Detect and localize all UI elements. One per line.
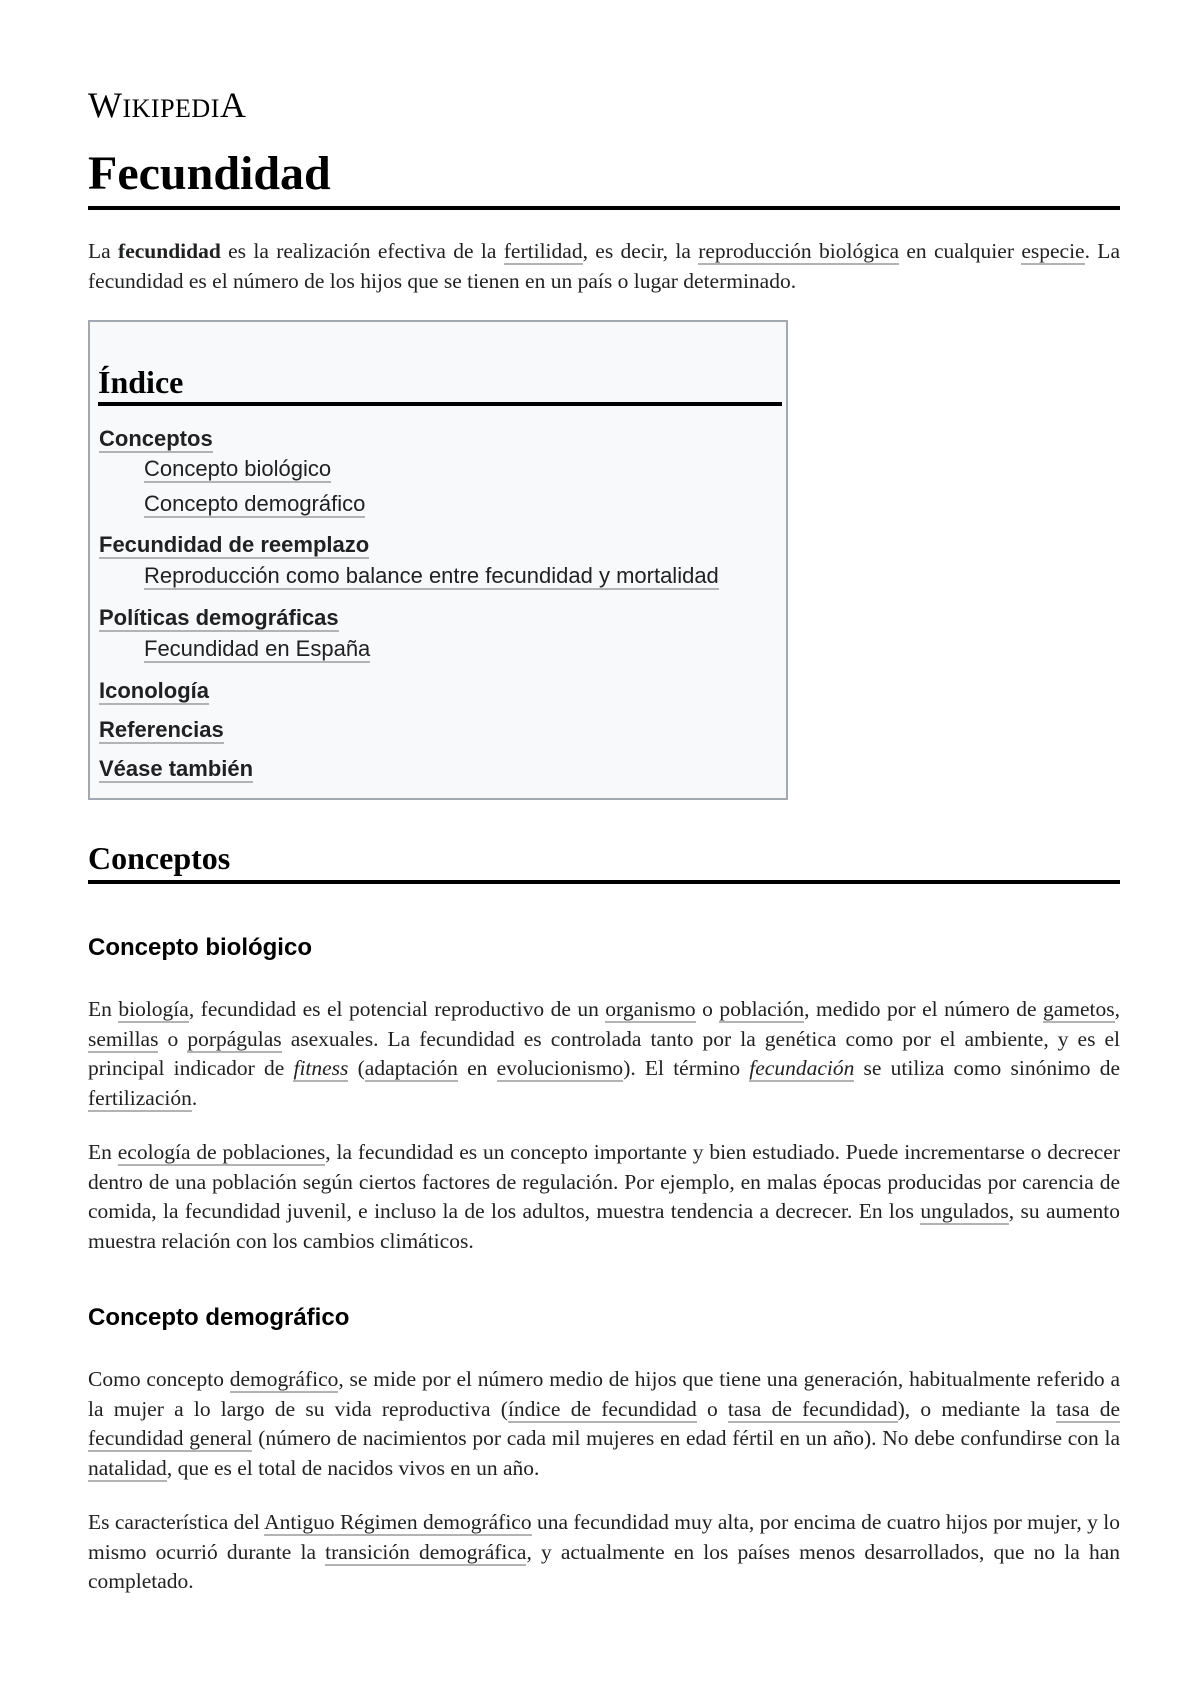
link-fertilidad[interactable]: fertilidad bbox=[503, 239, 583, 263]
link-gametos[interactable]: gametos bbox=[1042, 997, 1115, 1021]
intro-paragraph: La fecundidad es la realización efectiva de la fertilidad, es decir, la reproducción biológica en cualquier especie. La fecundidad es el número de los hijos que se tienen en un país o lugar determinado. bbox=[88, 239, 1120, 293]
toc-item-fecundidad-de-reemplazo[interactable]: Fecundidad de reemplazo bbox=[99, 532, 370, 557]
link-semillas[interactable]: semillas bbox=[88, 1026, 159, 1051]
link-tasa-de-fecundidad-general[interactable]: tasa de fecundidad general bbox=[88, 1396, 1121, 1450]
link-evolucionismo[interactable]: evolucionismo bbox=[496, 1056, 624, 1080]
table-of-contents bbox=[88, 320, 788, 800]
toc-item-reproduccion-balance[interactable]: Reproducción como balance entre fecundidad y mortalidad bbox=[144, 563, 719, 588]
link-fitness[interactable]: fitness bbox=[293, 1056, 349, 1080]
toc-item-politicas-demograficas[interactable]: Políticas demográficas bbox=[99, 605, 339, 630]
wikipedia-logo[interactable]: WIKIPEDIA bbox=[88, 85, 247, 125]
intro-bold-term: fecundidad bbox=[118, 239, 221, 263]
link-fecundacion[interactable]: fecundación bbox=[749, 1056, 855, 1080]
subsection-heading-concepto-demografico: Concepto demográfico bbox=[88, 1304, 350, 1331]
link-indice-de-fecundidad[interactable]: índice de fecundidad bbox=[507, 1396, 697, 1421]
page-title: Fecundidad bbox=[88, 142, 1120, 210]
toc-item-conceptos[interactable]: Conceptos bbox=[99, 426, 213, 451]
section-heading-conceptos: Conceptos bbox=[88, 836, 1120, 884]
link-ungulados[interactable]: ungulados bbox=[920, 1199, 1009, 1223]
link-biologia[interactable]: biología bbox=[118, 997, 189, 1021]
link-antiguo-regimen-demografico[interactable]: Antiguo Régimen demográfico bbox=[264, 1510, 532, 1534]
toc-item-vease-tambien[interactable]: Véase también bbox=[99, 756, 254, 781]
toc-item-referencias[interactable]: Referencias bbox=[99, 717, 224, 742]
toc-item-iconologia[interactable]: Iconología bbox=[99, 678, 209, 703]
link-adaptacion[interactable]: adaptación bbox=[364, 1056, 458, 1080]
toc-title: Índice bbox=[98, 362, 782, 406]
link-demografico[interactable]: demográfico bbox=[229, 1367, 339, 1391]
subsection-heading-concepto-biologico: Concepto biológico bbox=[88, 934, 312, 961]
link-porpagulas[interactable]: porpágulas bbox=[187, 1026, 282, 1051]
paragraph-concepto-demografico-1: Como concepto demográfico, se mide por el número medio de hijos que tiene una generación, habitualmente referido a la mujer a lo largo de su vida reproductiva (índice de fecundidad o tasa de fecundidad), o mediante la tasa de fecundidad general (número de nacimientos por cada mil mujeres en edad fértil en un año). No debe confundirse con la natalidad, que es el total de nacidos vivos en un año. bbox=[88, 1367, 1121, 1480]
link-ecologia-de-poblaciones[interactable]: ecología de poblaciones bbox=[117, 1140, 326, 1164]
link-transicion-demografica[interactable]: transición demográfica bbox=[325, 1539, 527, 1564]
link-poblacion[interactable]: población bbox=[719, 997, 805, 1021]
paragraph-concepto-biologico-2: En ecología de poblaciones, la fecundidad es un concepto importante y bien estudiado. Puede incrementarse o decrecer dentro de una población según ciertos factores de regulación. Por ejemplo, en malas épocas producidas por carencia de comida, la fecundidad juvenil, e incluso la de los adultos, muestra tendencia a decrecer. En los ungulados, su aumento muestra relación con los cambios climáticos. bbox=[88, 1140, 1120, 1253]
link-tasa-de-fecundidad[interactable]: tasa de fecundidad bbox=[727, 1396, 898, 1421]
link-natalidad[interactable]: natalidad bbox=[88, 1455, 167, 1480]
link-organismo[interactable]: organismo bbox=[605, 997, 696, 1021]
toc-item-fecundidad-espana[interactable]: Fecundidad en España bbox=[144, 636, 371, 661]
paragraph-concepto-biologico-1: En biología, fecundidad es el potencial reproductivo de un organismo o población, medido por el número de gametos, semillas o porpágulas asexuales. La fecundidad es controlada tanto por la genética como por el ambiente, y es el principal indicador de fitness (adaptación en evolucionismo). El término fecundación se utiliza como sinónimo de fertilización. bbox=[88, 997, 1121, 1110]
link-reproduccion-biologica[interactable]: reproducción biológica bbox=[698, 239, 900, 263]
toc-item-concepto-demografico[interactable]: Concepto demográfico bbox=[144, 491, 366, 516]
link-especie[interactable]: especie bbox=[1021, 239, 1085, 263]
link-fertilizacion[interactable]: fertilización bbox=[88, 1085, 192, 1110]
toc-item-concepto-biologico[interactable]: Concepto biológico bbox=[144, 456, 332, 481]
paragraph-concepto-demografico-2: Es característica del Antiguo Régimen demográfico una fecundidad muy alta, por encima de cuatro hijos por mujer, y lo mismo ocurrió durante la transición demográfica, y actualmente en los países menos desarrollados, que no la han completado. bbox=[88, 1510, 1121, 1593]
